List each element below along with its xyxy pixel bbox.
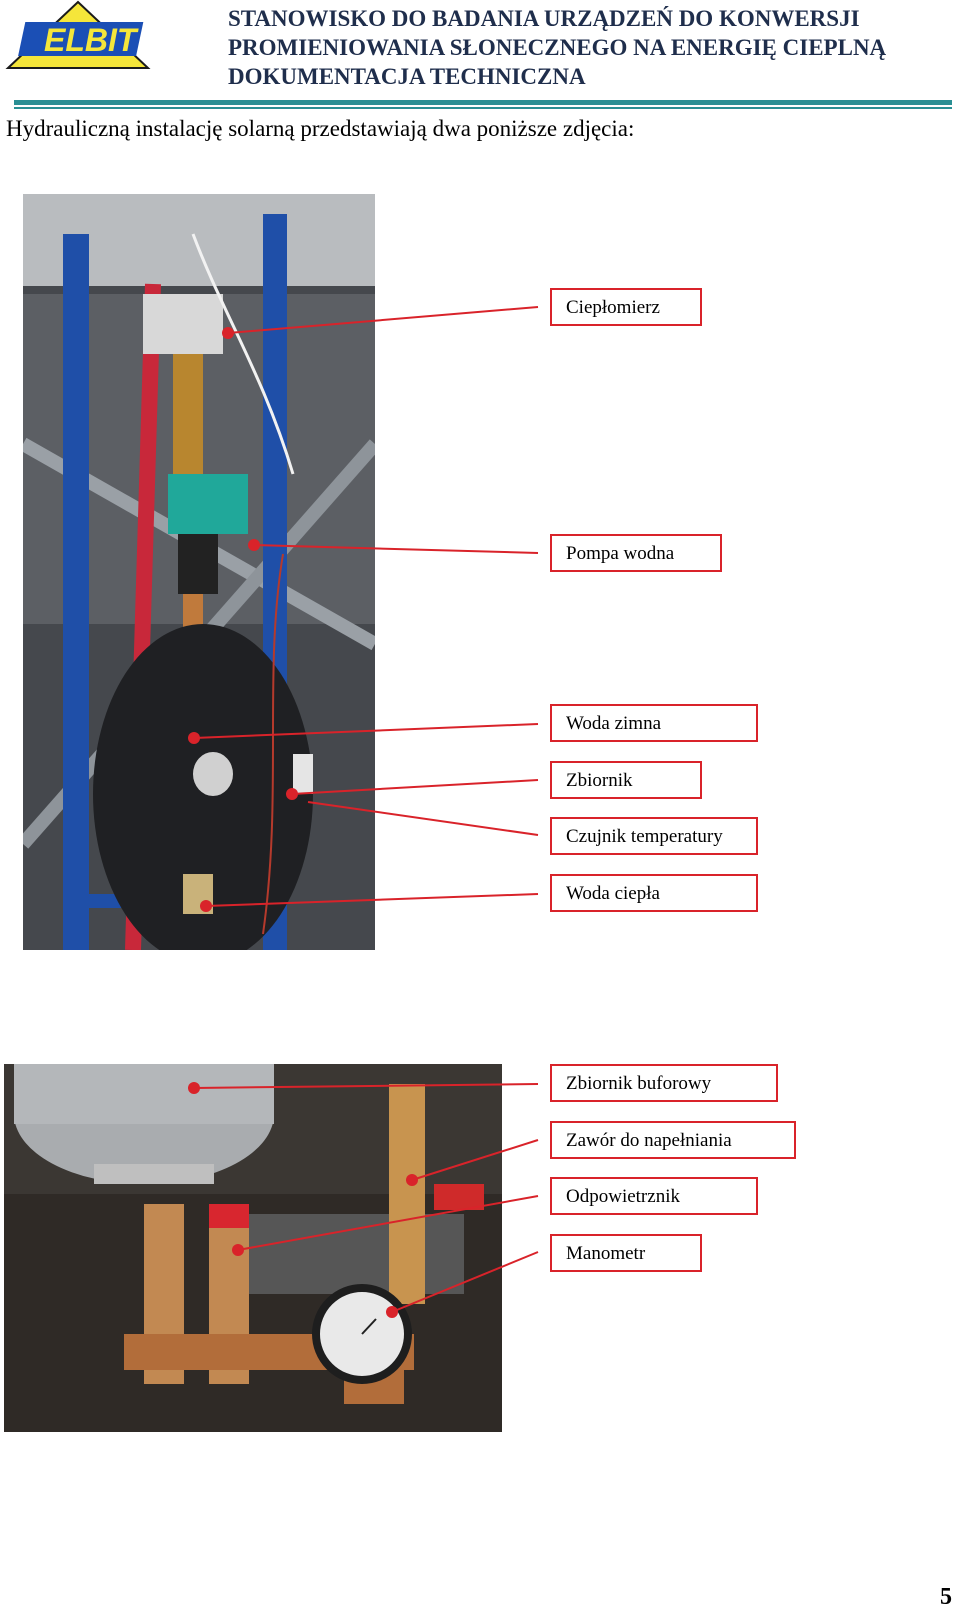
logo-text: ELBIT	[44, 22, 137, 58]
marker-dot	[222, 327, 234, 339]
callout-zbiornik-buforowy: Zbiornik buforowy	[550, 1064, 778, 1102]
marker-dot	[232, 1244, 244, 1256]
callout-zbiornik: Zbiornik	[550, 761, 702, 799]
callout-czujnik-temperatury: Czujnik temperatury	[550, 817, 758, 855]
callout-woda-zimna: Woda zimna	[550, 704, 758, 742]
header-line-1: STANOWISKO DO BADANIA URZĄDZEŃ DO KONWERSJI	[228, 6, 860, 31]
marker-dot	[286, 788, 298, 800]
header-line-3: DOKUMENTACJA TECHNICZNA	[228, 64, 586, 89]
header-line-2: PROMIENIOWANIA SŁONECZNEGO NA ENERGIĘ CIEPLNĄ	[228, 35, 887, 60]
callout-odpowietrznik: Odpowietrznik	[550, 1177, 758, 1215]
callout-zawor-do-napelniania: Zawór do napełniania	[550, 1121, 796, 1159]
marker-dot	[188, 732, 200, 744]
callout-pompa-wodna: Pompa wodna	[550, 534, 722, 572]
intro-text: Hydrauliczną instalację solarną przedstawiają dwa poniższe zdjęcia:	[6, 116, 635, 141]
callout-cieplomierz: Ciepłomierz	[550, 288, 702, 326]
page-number: 5	[940, 1584, 952, 1610]
callout-manometr: Manometr	[550, 1234, 702, 1272]
marker-dot	[386, 1306, 398, 1318]
marker-dot	[406, 1174, 418, 1186]
marker-dot	[188, 1082, 200, 1094]
callout-woda-ciepla: Woda ciepła	[550, 874, 758, 912]
marker-dot	[200, 900, 212, 912]
marker-dot	[248, 539, 260, 551]
